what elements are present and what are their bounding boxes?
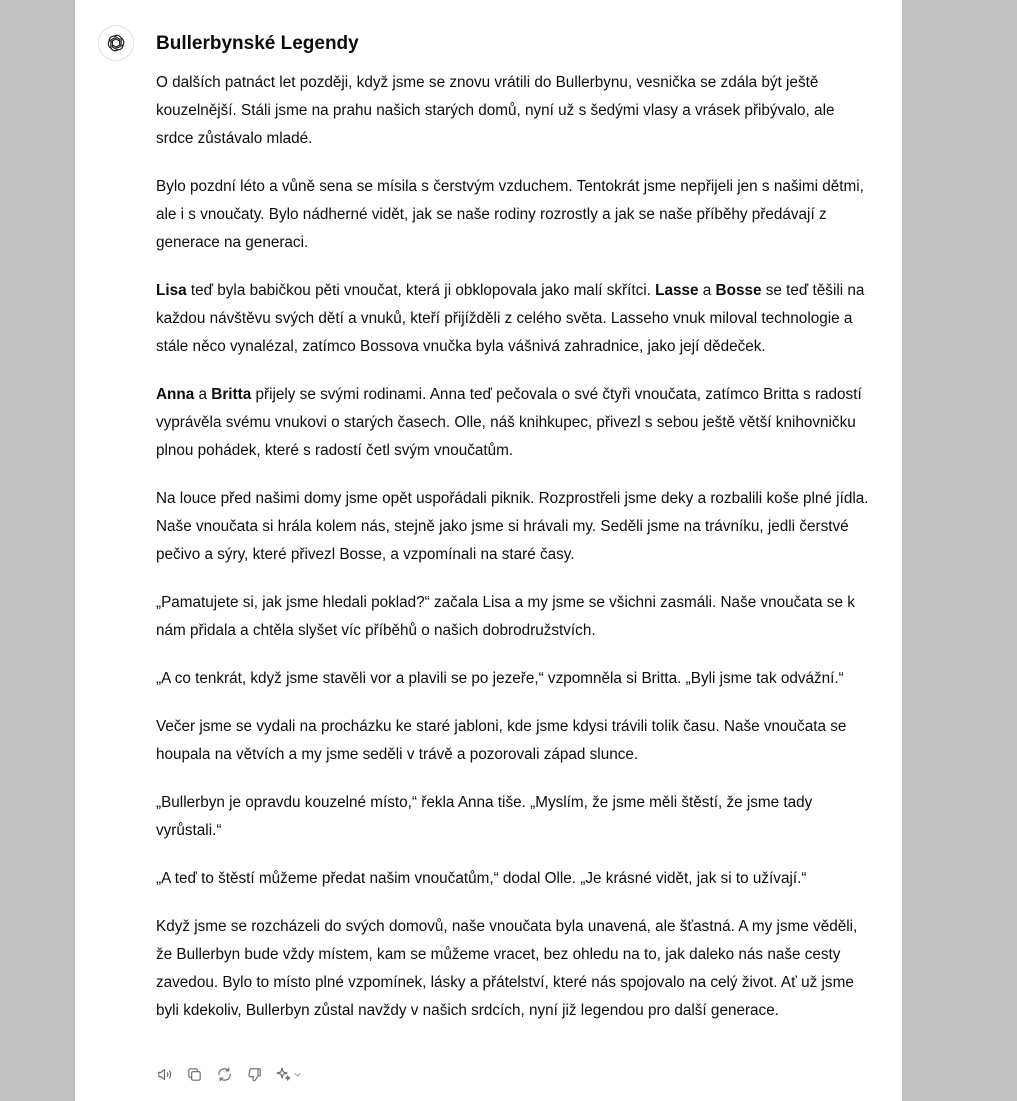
message-paragraph bbox=[156, 485, 872, 569]
read-aloud-icon bbox=[156, 1066, 173, 1083]
bold-name: Anna bbox=[156, 386, 195, 403]
read-aloud-button[interactable] bbox=[153, 1063, 175, 1085]
text-run: a bbox=[194, 386, 212, 403]
thumbs-down-button[interactable] bbox=[243, 1063, 265, 1085]
message-paragraph bbox=[156, 665, 872, 693]
message-paragraph bbox=[156, 69, 872, 153]
text-run: O dalších patnáct let později, když jsme se znovu vrátili do Bullerbynu, vesnička se zdála být ještě kouzelnější. Stáli jsme na prahu našich starých domů, nyní už s šedými vlasy a vrásek přibývalo, ale srdce zůstávalo mladé. bbox=[156, 74, 835, 147]
bold-name: Lasse bbox=[655, 282, 699, 299]
text-run: Na louce před našimi domy jsme opět uspořádali piknik. Rozprostřeli jsme deky a rozbalili koše plné jídla. Naše vnoučata si hrála kolem nás, stejně jako jsme si hrávali my. Seděli jsme na trávníku, jedli čerstvé pečivo a sýry, které přivezl Bosse, a vzpomínali na staré časy. bbox=[156, 490, 869, 563]
text-run: „Bullerbyn je opravdu kouzelné místo,“ řekla Anna tiše. „Myslím, že jsme měli štěstí, že jsme tady vyrůstali.“ bbox=[156, 794, 813, 839]
text-run: Bylo pozdní léto a vůně sena se mísila s čerstvým vzduchem. Tentokrát jsme nepřijeli jen s našimi dětmi, ale i s vnoučaty. Bylo nádherné vidět, jak se naše rodiny rozrostly a jak se naše příběhy předávají z generace na generaci. bbox=[156, 178, 864, 251]
message-paragraph bbox=[156, 381, 872, 465]
message-paragraph bbox=[156, 173, 872, 257]
text-run: se teď těšili na každou návštěvu svých dětí a vnuků, kteří přijížděli z celého světa. Lasseho vnuk miloval technologie a stále něco vynalézal, zatímco Bossova vnučka byla vášnivá zahradnice, jako její dědeček. bbox=[156, 282, 865, 355]
text-run: přijely se svými rodinami. Anna teď pečovala o své čtyři vnoučata, zatímco Britta s radostí vyprávěla svému vnukovi o starých časech. Olle, náš knihkupec, přivezl s sebou ještě větší knihovničku plnou pohádek, které s radostí četl svým vnoučatům. bbox=[156, 386, 862, 459]
text-run: „A teď to štěstí můžeme předat našim vnoučatům,“ dodal Olle. „Je krásné vidět, jak si to užívají.“ bbox=[156, 870, 807, 887]
regenerate-button[interactable] bbox=[213, 1063, 235, 1085]
message-actions bbox=[153, 1063, 303, 1085]
message-paragraph bbox=[156, 865, 872, 893]
openai-logo-icon bbox=[105, 32, 127, 54]
thumbs-down-icon bbox=[246, 1066, 263, 1083]
assistant-message bbox=[156, 31, 872, 1045]
copy-icon bbox=[186, 1066, 203, 1083]
text-run: „A co tenkrát, když jsme stavěli vor a plavili se po jezeře,“ vzpomněla si Britta. „Byli jsme tak odvážní.“ bbox=[156, 670, 844, 687]
text-run: Když jsme se rozcházeli do svých domovů, naše vnoučata byla unavená, ale šťastná. A my jsme věděli, že Bullerbyn bude vždy místem, kam se můžeme vracet, bez ohledu na to, jak daleko nás naše cesty zavedou. Bylo to místo plné vzpomínek, lásky a přátelství, které nás spojovalo na celý život. Ať už jsme byli kdekoliv, Bullerbyn zůstal navždy v našich srdcích, nyní již legendou pro další generace. bbox=[156, 918, 858, 1019]
sparkle-icon bbox=[275, 1066, 292, 1083]
text-run: Večer jsme se vydali na procházku ke staré jabloni, kde jsme kdysi trávili tolik času. Naše vnoučata se houpala na větvích a my jsme seděli v trávě a pozorovali západ slunce. bbox=[156, 718, 847, 763]
chevron-down-icon bbox=[293, 1070, 302, 1079]
message-paragraph bbox=[156, 789, 872, 845]
bold-name: Lisa bbox=[156, 282, 187, 299]
assistant-avatar bbox=[98, 25, 134, 61]
text-run: a bbox=[698, 282, 716, 299]
regenerate-icon bbox=[216, 1066, 233, 1083]
text-run: „Pamatujete si, jak jsme hledali poklad?“ začala Lisa a my jsme se všichni zasmáli. Naše vnoučata se k nám přidala a chtěla slyšet víc příběhů o našich dobrodružstvích. bbox=[156, 594, 855, 639]
change-model-button[interactable] bbox=[273, 1063, 303, 1085]
bold-name: Britta bbox=[211, 386, 252, 403]
message-paragraph bbox=[156, 277, 872, 361]
message-paragraph bbox=[156, 913, 872, 1025]
message-paragraph bbox=[156, 589, 872, 645]
bold-name: Bosse bbox=[715, 282, 762, 299]
message-paragraph bbox=[156, 713, 872, 769]
message-body bbox=[156, 69, 872, 1025]
copy-button[interactable] bbox=[183, 1063, 205, 1085]
text-run: teď byla babičkou pěti vnoučat, která ji obklopovala jako malí skřítci. bbox=[186, 282, 656, 299]
message-title: Bullerbynské Legendy bbox=[156, 33, 359, 54]
